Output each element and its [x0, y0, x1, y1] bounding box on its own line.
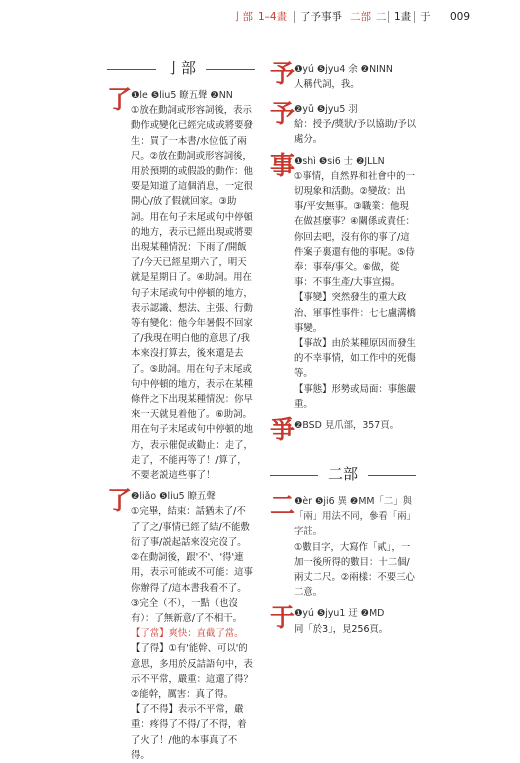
sense-text: ①事情，自然界和社會中的一切現象和活動。②變故：出事/平安無事。③職業：他現在做甚麼事？④關係或責任：你回去吧，沒有你的事了/這件案子裏還有他的事呢。⑤侍奉：事奉/事父。⑥做，從事：不事生產/大事宣揚。 — [294, 170, 415, 289]
title-rule-left — [270, 475, 318, 476]
dictionary-entry — [107, 486, 255, 763]
compound-entry: 【了不得】表示不平常，嚴重：疼得了不得/了不得，着了火了！/他的本事真了不得。 — [131, 704, 247, 761]
header-divider — [414, 11, 415, 23]
right-column — [270, 59, 416, 646]
title-rule-right — [206, 69, 255, 70]
header-right-char: 于 — [420, 11, 431, 23]
dictionary-entry — [270, 491, 416, 600]
compound-entry: 【事變】突然發生的重大政治、軍事性事件：七七盧溝橋事變。 — [294, 292, 416, 334]
header-left-range: 1–4畫 — [258, 11, 288, 23]
headword: 了 — [107, 486, 133, 516]
headword: 于 — [270, 603, 296, 633]
sense-text: ①放在動詞或形容詞後，表示動作或變化已經完成或將要發生：買了一本書/水位低了兩尺。②放在動詞或形容詞後，用於預期的或假設的動作：他要是知道了這個消息，一定很開心/放了假就回家。③助詞。用在句子末尾或句中停頓的地方，表示已經出現或將要出現某種情況：下雨了/開飯了/今天已經星期六了，明天就是星期日了。④助詞。用在句子末尾或句中停頓的地方，表示認識、想法、主張、行動等有變化：他今年暑假不回家了/我現在明白他的意思了/我本來沒打算去，後來還是去了。⑤助詞。用在句子末尾或句中停頓的地方，表示在某種條件之下出現某種情況：你早來一天就見着他了。⑥助詞。用在句子末尾或句中停頓的地方，表示催促或勸止：走了，走了，不能再等了！/算了，不要老説這些事了！ — [131, 105, 253, 482]
dictionary-entry — [270, 415, 416, 458]
section-title-text: 亅部 — [166, 59, 197, 78]
section-title-text: 二部 — [328, 465, 359, 484]
pronunciation: ❶shì ❺si6 士 ❷JLLN — [294, 155, 385, 167]
header-right-section: 二部 — [350, 11, 371, 23]
sense-text: ①完畢，結束：話猶未了/不了了之/事情已經了結/不能敷衍了事/説起話來沒完沒了。②在動詞後，跟'不'、'得'連用，表示可能或不可能：這事你辦得了/這本書我看不了。③完全（不），一點（也沒有）：了無新意/了不相干。 — [131, 506, 253, 624]
dictionary-entry — [270, 59, 416, 102]
sense-text: 同「於3」，見256頁。 — [294, 623, 389, 635]
section-title — [270, 464, 416, 486]
compound-entry: 【事態】形勢或局面：事態嚴重。 — [294, 383, 416, 410]
title-rule-right — [368, 475, 416, 476]
page-number: 009 — [450, 11, 471, 23]
section-title — [107, 58, 255, 80]
sense-text: ①數目字，大寫作「貳」，一加一後所得的數目：十二個/兩丈二尺。②兩樣：不要三心二意。 — [294, 541, 415, 599]
headword: 爭 — [270, 415, 296, 445]
dictionary-entry — [107, 85, 255, 483]
sense-text: 人稱代詞，我。 — [294, 79, 360, 91]
compound-entry: 【了當】爽快：直截了當。 — [131, 628, 244, 640]
pronunciation: ❶le ❺liu5 瞭五聲 ❷NN — [131, 90, 233, 101]
dictionary-entry — [270, 150, 416, 412]
running-header — [0, 8, 520, 26]
headword: 予 — [270, 59, 296, 88]
headword: 事 — [270, 150, 296, 180]
header-right-range: 二 — [376, 11, 387, 23]
header-left-chars: 了予事爭 — [300, 11, 342, 23]
compound-entry: 【了得】①有'能幹、可以'的意思，多用於反詰語句中，表示不平常，嚴重：這還了得？②能幹，厲害：真了得。 — [131, 643, 253, 700]
pronunciation: ❶yú ❺jyu1 迂 ❷MD — [294, 608, 385, 620]
title-rule-left — [107, 69, 156, 70]
headword: 予 — [270, 99, 296, 128]
header-divider — [388, 11, 389, 23]
pronunciation: ❷yǔ ❺jyu5 羽 — [294, 104, 358, 115]
headword: 了 — [107, 85, 133, 114]
dictionary-entry — [270, 603, 416, 646]
compound-entry: 【事故】由於某種原因而發生的不幸事情，如工作中的死傷等。 — [294, 338, 416, 380]
pronunciation: ❶yú ❺jyu4 余 ❷NINN — [294, 64, 393, 75]
cross-reference: ❷BSD 見爪部，357頁。 — [294, 420, 399, 432]
left-column — [107, 58, 255, 763]
header-divider — [294, 11, 295, 23]
sense-text: 給：授予/獎狀/予以協助/予以處分。 — [294, 119, 416, 146]
headword: 二 — [270, 491, 296, 521]
pronunciation: ❷liǎo ❺liu5 瞭五聲 — [131, 491, 216, 503]
pronunciation: ❶èr ❺ji6 異 ❷MM「二」與「兩」用法不同，參看「兩」字註。 — [294, 496, 416, 538]
dictionary-entry — [270, 99, 416, 148]
header-left-section: 亅部 — [232, 11, 253, 23]
header-right-count: 1畫 — [394, 11, 412, 23]
